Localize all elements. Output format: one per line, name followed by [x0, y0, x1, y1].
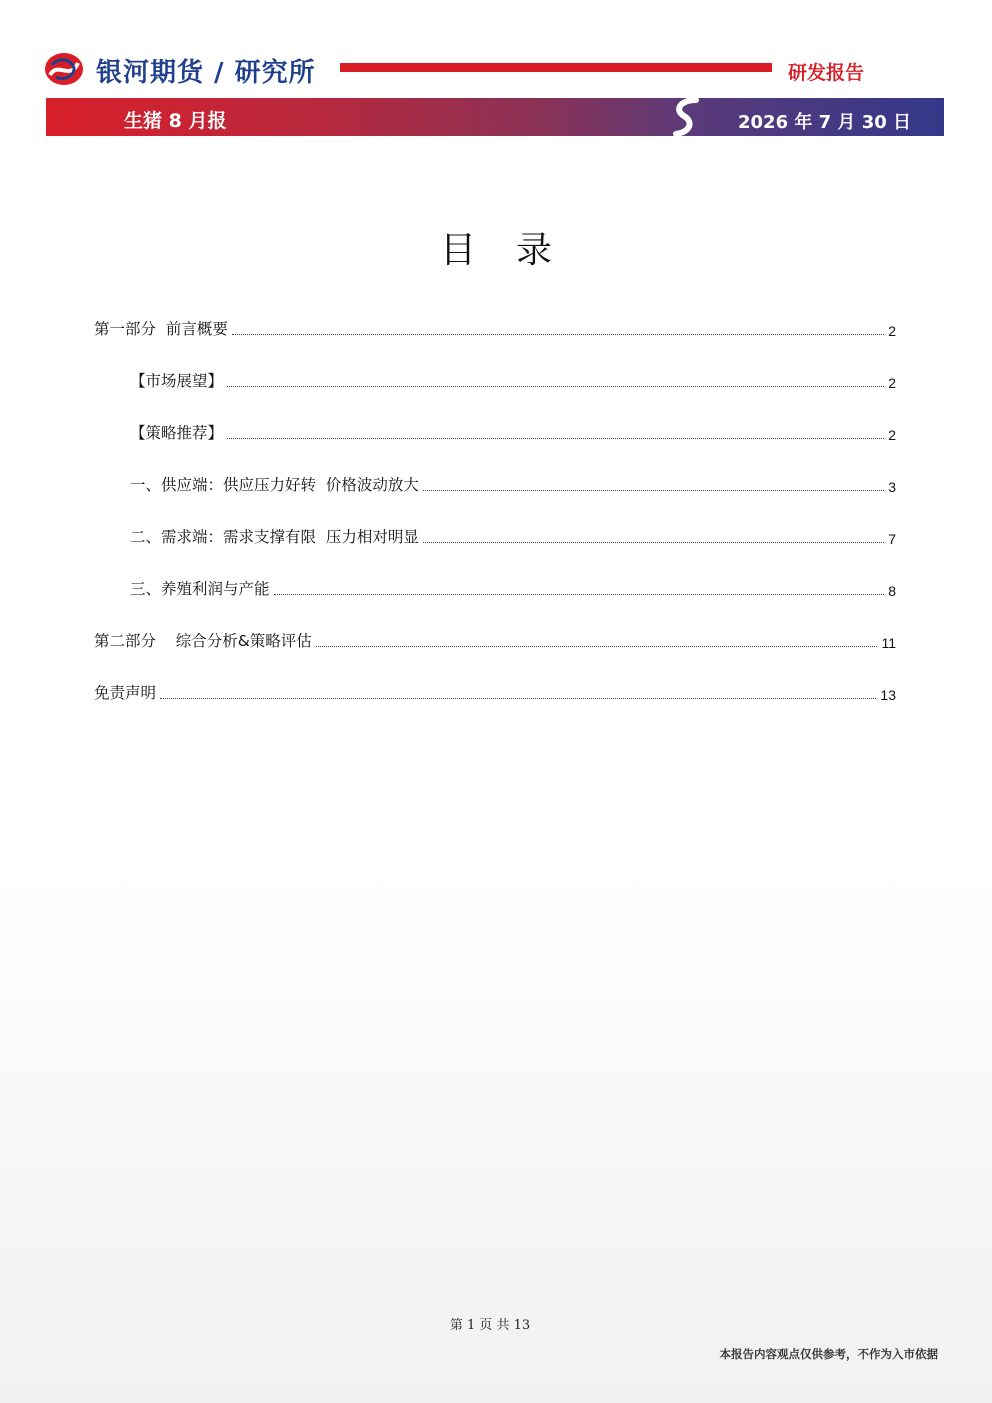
- toc-entry-supply[interactable]: [130, 473, 896, 495]
- toc-entry-disclaimer[interactable]: [94, 681, 896, 703]
- toc-leader-dots: [423, 541, 884, 543]
- brand-name: 银河期货 / 研究所: [96, 58, 316, 88]
- toc-leader-dots: [423, 489, 884, 491]
- report-date: 2026 年 7 月 30 日: [738, 112, 912, 133]
- toc-leader-dots: [227, 385, 884, 387]
- toc-entry-label: 免责声明: [94, 684, 157, 702]
- toc-entry-strategy[interactable]: [130, 421, 896, 443]
- toc-entry-page: 8: [888, 583, 896, 599]
- toc-leader-dots: [274, 593, 885, 595]
- page-indicator: 第 1 页 共 13: [449, 1318, 531, 1333]
- toc-entry-label: 一、供应端：供应压力好转 价格波动放大: [130, 476, 419, 494]
- toc-leader-dots: [227, 437, 884, 439]
- toc-entry-page: 13: [880, 687, 896, 703]
- toc-entry-demand[interactable]: [130, 525, 896, 547]
- toc-entry-label: 二、需求端：需求支撑有限 压力相对明显: [130, 528, 419, 546]
- toc-entry-profit[interactable]: [130, 577, 896, 599]
- toc-entry-label: 【策略推荐】: [130, 424, 224, 442]
- toc-leader-dots: [160, 697, 876, 699]
- toc-entry-page: 2: [888, 375, 896, 391]
- toc-entry-page: 11: [881, 635, 896, 651]
- toc-entry-market-outlook[interactable]: [130, 369, 896, 391]
- toc-entry-page: 2: [888, 323, 896, 339]
- toc-entry-label: 第一部分 前言概要: [94, 320, 228, 338]
- report-type: 研发报告: [788, 62, 865, 84]
- toc-entry-page: 7: [888, 531, 896, 547]
- swoosh-icon: [666, 96, 708, 138]
- toc-entry-page: 3: [888, 479, 896, 495]
- toc-entry-part2[interactable]: [94, 629, 896, 651]
- toc-leader-dots: [232, 333, 884, 335]
- toc-entry-label: 【市场展望】: [130, 372, 224, 390]
- header-rule: [340, 63, 772, 72]
- footer-disclaimer: 本报告内容观点仅供参考，不作为入市依据: [719, 1347, 938, 1361]
- toc-entry-label: 三、养殖利润与产能: [130, 580, 270, 598]
- toc-entry-page: 2: [888, 427, 896, 443]
- report-name: 生猪 8 月报: [124, 110, 227, 132]
- toc-title: 目录: [439, 230, 592, 271]
- toc-leader-dots: [316, 645, 878, 647]
- galaxy-logo-icon: [44, 51, 84, 87]
- toc-entry-label: 第二部分 综合分析&策略评估: [94, 632, 312, 650]
- toc-entry-part1[interactable]: [94, 317, 896, 339]
